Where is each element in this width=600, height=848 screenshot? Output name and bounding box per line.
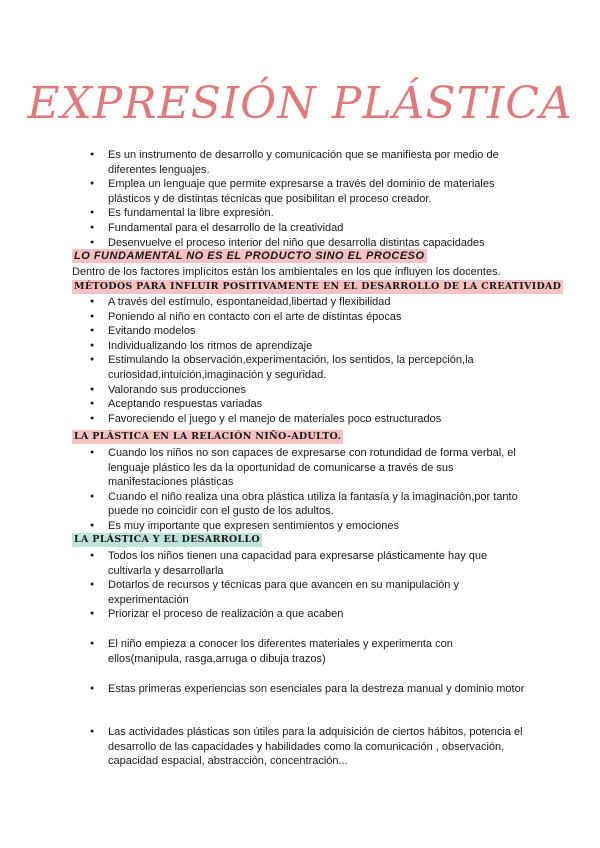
list-item: ● Valorando sus producciones	[72, 383, 528, 398]
extra-list-3	[72, 725, 528, 769]
list-item: ● Es muy importante que expresen sentimientos y emociones	[72, 519, 528, 534]
list-item: ● A través del estímulo, espontaneidad,libertad y flexibilidad	[72, 295, 528, 310]
relation-list	[72, 446, 528, 534]
list-item: ● Individualizando los ritmos de aprendizaje	[72, 339, 528, 354]
list-item: ● Cuando los niños no son capaces de expresarse con rotundidad de forma verbal, el lenguaje plástico les da la oportunidad de comunicarse a través de sus manifestaciones plásticas	[72, 446, 528, 490]
list-item: ● Evitando modelos	[72, 324, 528, 339]
page-title: EXPRESIÓN PLÁSTICA	[27, 78, 573, 129]
intro-list	[72, 148, 528, 250]
list-item: ● Estas primeras experiencias son esenciales para la destreza manual y dominio motor	[72, 682, 528, 697]
list-item: ● Emplea un lenguaje que permite expresarse a través del dominio de materiales plásticos y de distintas técnicas que posibilitan el proceso creador.	[72, 177, 528, 206]
section-heading-proceso: LO FUNDAMENTAL NO ES EL PRODUCTO SINO EL PROCESO	[74, 250, 425, 262]
list-item: ● Desenvuelve el proceso interior del niño que desarrolla distintas capacidades	[72, 236, 528, 251]
section-heading-desarrollo: LA PLÁSTICA Y EL DESARROLLO	[74, 534, 260, 545]
list-item: ● Aceptando respuestas variadas	[72, 397, 528, 412]
list-item: ● Las actividades plásticas son útiles para la adquisición de ciertos hábitos, potencia el desarrollo de las capacidades y habilidades como la comunicación , observación, capacidad espacial, abstracción, concentración...	[72, 725, 528, 769]
list-item: ● Fundamental para el desarrollo de la creatividad	[72, 221, 528, 236]
list-item: ● Estimulando la observación,experimentación, los sentidos, la percepción,la curiosidad,intuición,imaginación y seguridad.	[72, 353, 528, 382]
list-item: ● Es fundamental la libre expresión.	[72, 206, 528, 221]
development-list	[72, 549, 528, 622]
list-item: ● El niño empieza a conocer los diferentes materiales y experimenta con ellos(manipula, rasga,arruga o dibuja trazos)	[72, 637, 528, 666]
extra-list-1	[72, 637, 528, 666]
list-item: ● Favoreciendo el juego y el manejo de materiales poco estructurados	[72, 412, 528, 427]
list-item: ● Cuando el niño realiza una obra plástica utiliza la fantasía y la imaginación,por tanto puede no coincidir con el gusto de los adultos.	[72, 490, 528, 519]
list-item: ● Poniendo al niño en contacto con el arte de distintas épocas	[72, 310, 528, 325]
methods-list	[72, 295, 528, 426]
list-item: ● Dotarlos de recursos y técnicas para que avancen en su manipulación y experimentación	[72, 578, 528, 607]
paragraph: Dentro de los factores implícitos están los ambientales en los que influyen los docentes.	[72, 266, 501, 278]
list-item: ● Priorizar el proceso de realización a que acaben	[72, 607, 528, 622]
list-item: ● Es un instrumento de desarrollo y comunicación que se manifiesta por medio de diferentes lenguajes.	[72, 148, 528, 177]
section-heading-metodos: MÉTODOS PARA INFLUIR POSITIVAMENTE EN EL DESARROLLO DE LA CREATIVIDAD	[74, 281, 562, 292]
section-heading-relacion: LA PLÁSTICA EN LA RELACIÓN NIÑO-ADULTO.	[74, 431, 342, 442]
extra-list-2	[72, 682, 528, 697]
list-item: ● Todos los niños tienen una capacidad para expresarse plásticamente hay que cultivarla y desarrollarla	[72, 549, 528, 578]
